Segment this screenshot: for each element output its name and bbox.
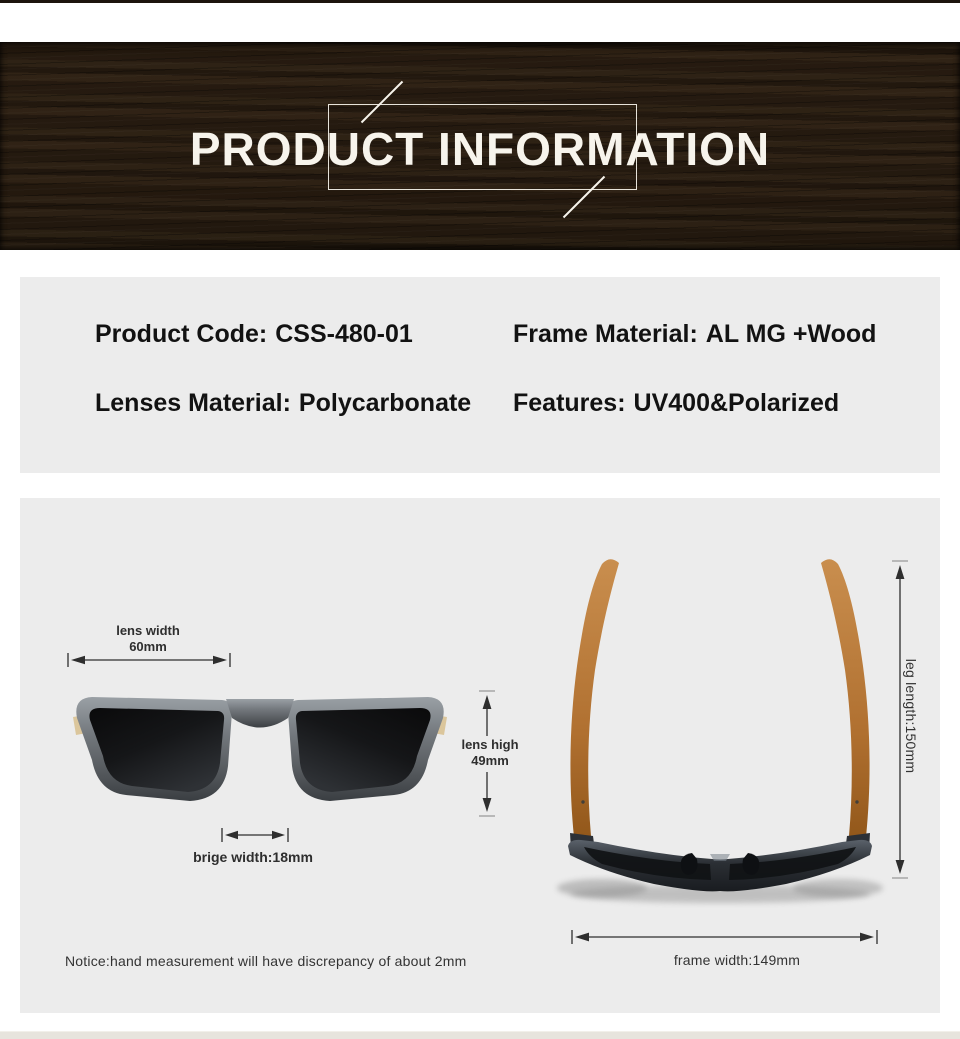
frame-width-arrow-icon (572, 930, 877, 944)
frame-width-label: frame width:149mm (673, 952, 801, 968)
bottom-divider-strip (0, 1031, 960, 1039)
lens-width-label (68, 623, 228, 655)
front-view-sunglasses-illustration (40, 560, 520, 880)
wood-banner (0, 42, 960, 250)
lens-width-arrow-icon (68, 653, 230, 667)
lens-width-text: lens width (116, 623, 180, 638)
lens-high-text: lens high (461, 737, 519, 752)
spec-value: UV400&Polarized (633, 389, 840, 417)
spec-label: Lenses Material: (95, 389, 291, 417)
spec-label: Frame Material: (513, 320, 698, 348)
page-title: PRODUCT INFORMATION (189, 123, 771, 175)
dimensions-panel (20, 498, 940, 1013)
spec-value: Polycarbonate (298, 389, 472, 417)
bridge (226, 699, 294, 728)
spec-label: Product Code: (95, 320, 268, 348)
lens-high-label (420, 737, 560, 769)
spec-item-features (513, 389, 839, 418)
spec-item-product-code (95, 320, 413, 349)
top-divider-strip (0, 0, 960, 3)
specs-panel (20, 277, 940, 473)
bridge-width-label: brige width:18mm (193, 849, 313, 865)
temple-screw (581, 800, 584, 803)
temple-arm (570, 559, 619, 849)
spec-item-frame-material (513, 320, 876, 349)
shadow (557, 879, 647, 897)
bridge-width-arrow-icon (222, 828, 288, 842)
spec-label: Features: (513, 389, 626, 417)
spec-value: AL MG +Wood (705, 320, 877, 348)
spec-value: CSS-480-01 (275, 320, 413, 348)
leg-length-label: leg length:150mm (903, 658, 919, 774)
top-view-sunglasses-illustration (540, 550, 940, 970)
notice-text: Notice:hand measurement will have discrepancy of about 2mm (65, 953, 467, 969)
shadow (793, 879, 883, 897)
lens-width-value: 60mm (129, 639, 167, 654)
front-frame (73, 697, 447, 801)
lens-high-value: 49mm (471, 753, 509, 768)
spec-item-lenses-material (95, 389, 471, 418)
